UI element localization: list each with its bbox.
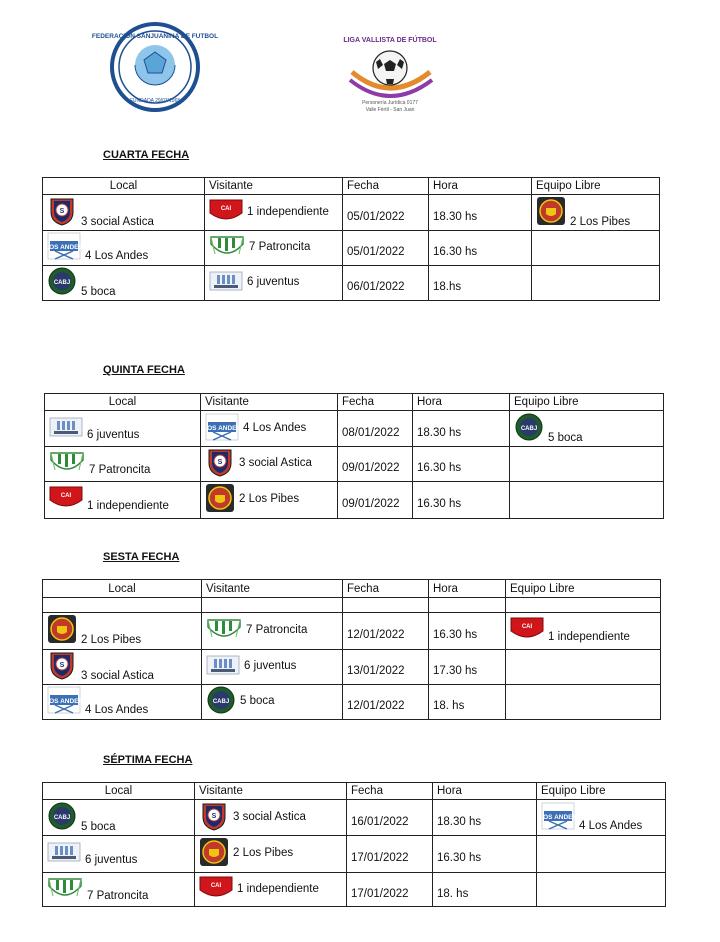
los-pibes-crest-icon <box>536 196 566 226</box>
libre-team-cell <box>537 800 666 836</box>
visitante-team-cell <box>201 447 338 482</box>
match-time: 16.30 hs <box>413 447 510 482</box>
local-column-header: Local <box>43 783 195 800</box>
svg-text:LOS ANDES: LOS ANDES <box>539 813 577 821</box>
local-team-name: 4 Los Andes <box>85 704 149 716</box>
hora-column-header: Hora <box>413 394 510 411</box>
boca-crest-icon <box>47 801 77 831</box>
local-team-name: 3 social Astica <box>81 670 154 682</box>
round-title: CUARTA FECHA <box>103 149 190 161</box>
empty-cell <box>43 598 202 613</box>
liga-ball-icon <box>338 32 442 102</box>
table-row <box>43 231 660 266</box>
libre-team-name: 5 boca <box>548 431 583 444</box>
local-team-name: 5 boca <box>81 820 116 833</box>
empty-cell <box>429 598 506 613</box>
match-time: 16.30 hs <box>413 482 510 519</box>
los-pibes-crest-icon <box>47 614 77 644</box>
equipo-libre-column-header: Equipo Libre <box>532 178 660 195</box>
independiente-crest-icon <box>49 486 83 510</box>
visitante-team-name: 3 social Astica <box>239 457 312 469</box>
boca-crest-icon <box>47 266 77 296</box>
fecha-column-header: Fecha <box>343 580 429 598</box>
svg-text:CAI: CAI <box>210 882 222 889</box>
svg-text:S: S <box>211 812 217 820</box>
table-header-row <box>43 783 666 800</box>
libre-empty-cell <box>506 650 661 685</box>
match-time: 16.30 hs <box>429 231 532 266</box>
juventus-crest-icon <box>47 840 81 864</box>
libre-empty-cell <box>510 482 664 519</box>
visitante-team-cell <box>205 266 343 301</box>
table-row <box>43 873 666 907</box>
visitante-team-cell <box>195 836 347 873</box>
visitante-team-name: 3 social Astica <box>233 810 306 823</box>
match-time: 18.30 hs <box>433 800 537 836</box>
svg-text:CABJ: CABJ <box>53 280 71 286</box>
match-date: 16/01/2022 <box>347 800 433 836</box>
federation-logo <box>91 22 219 112</box>
visitante-team-name: 1 independiente <box>247 205 329 218</box>
table-row <box>45 482 664 519</box>
match-date: 09/01/2022 <box>338 482 413 519</box>
svg-text:LOS ANDES: LOS ANDES <box>203 424 241 432</box>
equipo-libre-column-header: Equipo Libre <box>506 580 661 598</box>
visitante-team-name: 5 boca <box>240 695 275 707</box>
patroncita-crest-icon <box>49 450 85 474</box>
los-pibes-crest-icon <box>205 483 235 513</box>
visitante-column-header: Visitante <box>195 783 347 800</box>
local-team-name: 4 Los Andes <box>85 250 149 262</box>
svg-text:CAI: CAI <box>521 624 533 630</box>
table-row <box>43 195 660 231</box>
visitante-team-name: 7 Patroncita <box>246 624 308 636</box>
local-team-name: 6 juventus <box>85 854 138 866</box>
table-row <box>43 800 666 836</box>
los-andes-crest-icon <box>205 413 239 441</box>
social-astica-crest-icon <box>47 196 77 226</box>
match-time: 18. hs <box>433 873 537 907</box>
match-date: 08/01/2022 <box>338 411 413 447</box>
boca-crest-icon <box>206 685 236 715</box>
local-column-header: Local <box>43 178 205 195</box>
round-title: SESTA FECHA <box>103 551 180 563</box>
table-row <box>43 650 661 685</box>
juventus-crest-icon <box>49 415 83 439</box>
juventus-crest-icon <box>206 653 240 677</box>
libre-team-cell <box>506 613 661 650</box>
match-date: 05/01/2022 <box>343 231 429 266</box>
libre-empty-cell <box>537 836 666 873</box>
empty-row <box>43 598 661 613</box>
patroncita-crest-icon <box>47 876 83 900</box>
visitante-team-cell <box>201 411 338 447</box>
match-date: 06/01/2022 <box>343 266 429 301</box>
local-column-header: Local <box>45 394 201 411</box>
local-team-name: 5 boca <box>81 286 116 298</box>
table-header-row <box>45 394 664 411</box>
los-andes-crest-icon <box>47 686 81 714</box>
libre-team-cell <box>532 195 660 231</box>
round-title: QUINTA FECHA <box>103 364 185 376</box>
fecha-column-header: Fecha <box>338 394 413 411</box>
svg-text:CABJ: CABJ <box>520 425 538 432</box>
local-team-cell <box>45 482 201 519</box>
visitante-team-cell <box>195 800 347 836</box>
los-andes-crest-icon <box>541 802 575 830</box>
visitante-team-cell <box>195 873 347 907</box>
match-date: 09/01/2022 <box>338 447 413 482</box>
table-header-row <box>43 580 661 598</box>
social-astica-crest-icon <box>47 650 77 680</box>
independiente-crest-icon <box>510 617 544 641</box>
federation-crest-icon <box>91 22 219 112</box>
visitante-team-name: 6 juventus <box>244 660 297 672</box>
equipo-libre-column-header: Equipo Libre <box>537 783 666 800</box>
local-team-name: 6 juventus <box>87 428 140 441</box>
table-header-row <box>43 178 660 195</box>
round-title: SÉPTIMA FECHA <box>103 754 193 766</box>
table-row <box>45 411 664 447</box>
match-time: 18. hs <box>429 685 506 720</box>
match-time: 17.30 hs <box>429 650 506 685</box>
table-row <box>43 836 666 873</box>
patroncita-crest-icon <box>206 617 242 641</box>
svg-text:FUNDADA 29/03/1965: FUNDADA 29/03/1965 <box>129 98 181 104</box>
local-team-name: 3 social Astica <box>81 215 154 228</box>
svg-text:LIGA VALLISTA DE FÚTBOL: LIGA VALLISTA DE FÚTBOL <box>343 37 437 44</box>
svg-text:CABJ: CABJ <box>53 814 71 821</box>
hora-column-header: Hora <box>429 178 532 195</box>
visitante-team-cell <box>205 195 343 231</box>
local-team-cell <box>43 195 205 231</box>
visitante-team-cell <box>202 650 343 685</box>
visitante-team-cell <box>201 482 338 519</box>
local-column-header: Local <box>43 580 202 598</box>
visitante-team-cell <box>205 231 343 266</box>
los-pibes-crest-icon <box>199 837 229 867</box>
equipo-libre-column-header: Equipo Libre <box>510 394 664 411</box>
local-team-cell <box>43 650 202 685</box>
local-team-name: 1 independiente <box>87 500 169 512</box>
match-date: 17/01/2022 <box>347 873 433 907</box>
fecha-column-header: Fecha <box>343 178 429 195</box>
libre-team-name: 4 Los Andes <box>579 819 643 832</box>
svg-text:S: S <box>59 207 65 215</box>
libre-empty-cell <box>532 266 660 301</box>
liga-location-text: Valle Fértil - San Juan <box>365 107 415 113</box>
independiente-crest-icon <box>209 199 243 223</box>
social-astica-crest-icon <box>199 801 229 831</box>
local-team-cell <box>43 836 195 873</box>
libre-team-name: 1 independiente <box>548 631 630 643</box>
local-team-name: 2 Los Pibes <box>81 634 142 646</box>
svg-text:CABJ: CABJ <box>212 699 230 705</box>
table-row <box>45 447 664 482</box>
visitante-team-cell <box>202 613 343 650</box>
visitante-team-name: 1 independiente <box>237 882 319 895</box>
match-time: 18.hs <box>429 266 532 301</box>
local-team-cell <box>43 873 195 907</box>
empty-cell <box>343 598 429 613</box>
svg-text:CAI: CAI <box>60 493 72 499</box>
local-team-cell <box>43 685 202 720</box>
local-team-cell <box>45 411 201 447</box>
independiente-crest-icon <box>199 876 233 900</box>
visitante-column-header: Visitante <box>205 178 343 195</box>
libre-team-cell <box>510 411 664 447</box>
match-time: 18.30 hs <box>429 195 532 231</box>
svg-text:LOS ANDES: LOS ANDES <box>45 244 83 251</box>
svg-text:S: S <box>217 459 223 466</box>
match-date: 12/01/2022 <box>343 685 429 720</box>
local-team-name: 7 Patroncita <box>87 889 149 902</box>
match-date: 05/01/2022 <box>343 195 429 231</box>
libre-empty-cell <box>510 447 664 482</box>
local-team-cell <box>45 447 201 482</box>
visitante-column-header: Visitante <box>201 394 338 411</box>
hora-column-header: Hora <box>433 783 537 800</box>
social-astica-crest-icon <box>205 447 235 477</box>
visitante-team-name: 2 Los Pibes <box>239 493 300 505</box>
fixture-table <box>42 177 660 301</box>
local-team-cell <box>43 231 205 266</box>
visitante-team-cell <box>202 685 343 720</box>
fixture-table <box>42 782 666 907</box>
match-time: 16.30 hs <box>433 836 537 873</box>
visitante-team-name: 7 Patroncita <box>249 241 311 253</box>
table-row <box>43 613 661 650</box>
visitante-team-name: 6 juventus <box>247 276 300 288</box>
match-date: 12/01/2022 <box>343 613 429 650</box>
match-date: 17/01/2022 <box>347 836 433 873</box>
boca-crest-icon <box>514 412 544 442</box>
empty-cell <box>202 598 343 613</box>
svg-text:FEDERACION SANJUANINA DE FUTBO: FEDERACION SANJUANINA DE FUTBOL <box>91 33 219 40</box>
liga-legal-text: Personería Jurídica 0177 <box>362 100 418 106</box>
libre-empty-cell <box>506 685 661 720</box>
los-andes-crest-icon <box>47 232 81 260</box>
local-team-cell <box>43 613 202 650</box>
libre-empty-cell <box>532 231 660 266</box>
empty-cell <box>506 598 661 613</box>
visitante-team-name: 4 Los Andes <box>243 421 307 434</box>
liga-logo <box>338 32 442 118</box>
visitante-column-header: Visitante <box>202 580 343 598</box>
fixture-table <box>42 579 661 720</box>
libre-team-name: 2 Los Pibes <box>570 215 631 228</box>
fecha-column-header: Fecha <box>347 783 433 800</box>
local-team-name: 7 Patroncita <box>89 464 151 476</box>
match-date: 13/01/2022 <box>343 650 429 685</box>
table-row <box>43 685 661 720</box>
libre-empty-cell <box>537 873 666 907</box>
fixture-table <box>44 393 664 519</box>
svg-text:S: S <box>59 662 65 669</box>
juventus-crest-icon <box>209 269 243 293</box>
local-team-cell <box>43 266 205 301</box>
match-time: 18.30 hs <box>413 411 510 447</box>
svg-text:CAI: CAI <box>220 205 232 212</box>
match-time: 16.30 hs <box>429 613 506 650</box>
local-team-cell <box>43 800 195 836</box>
hora-column-header: Hora <box>429 580 506 598</box>
visitante-team-name: 2 Los Pibes <box>233 847 294 859</box>
patroncita-crest-icon <box>209 234 245 258</box>
svg-text:LOS ANDES: LOS ANDES <box>45 698 83 705</box>
table-row <box>43 266 660 301</box>
